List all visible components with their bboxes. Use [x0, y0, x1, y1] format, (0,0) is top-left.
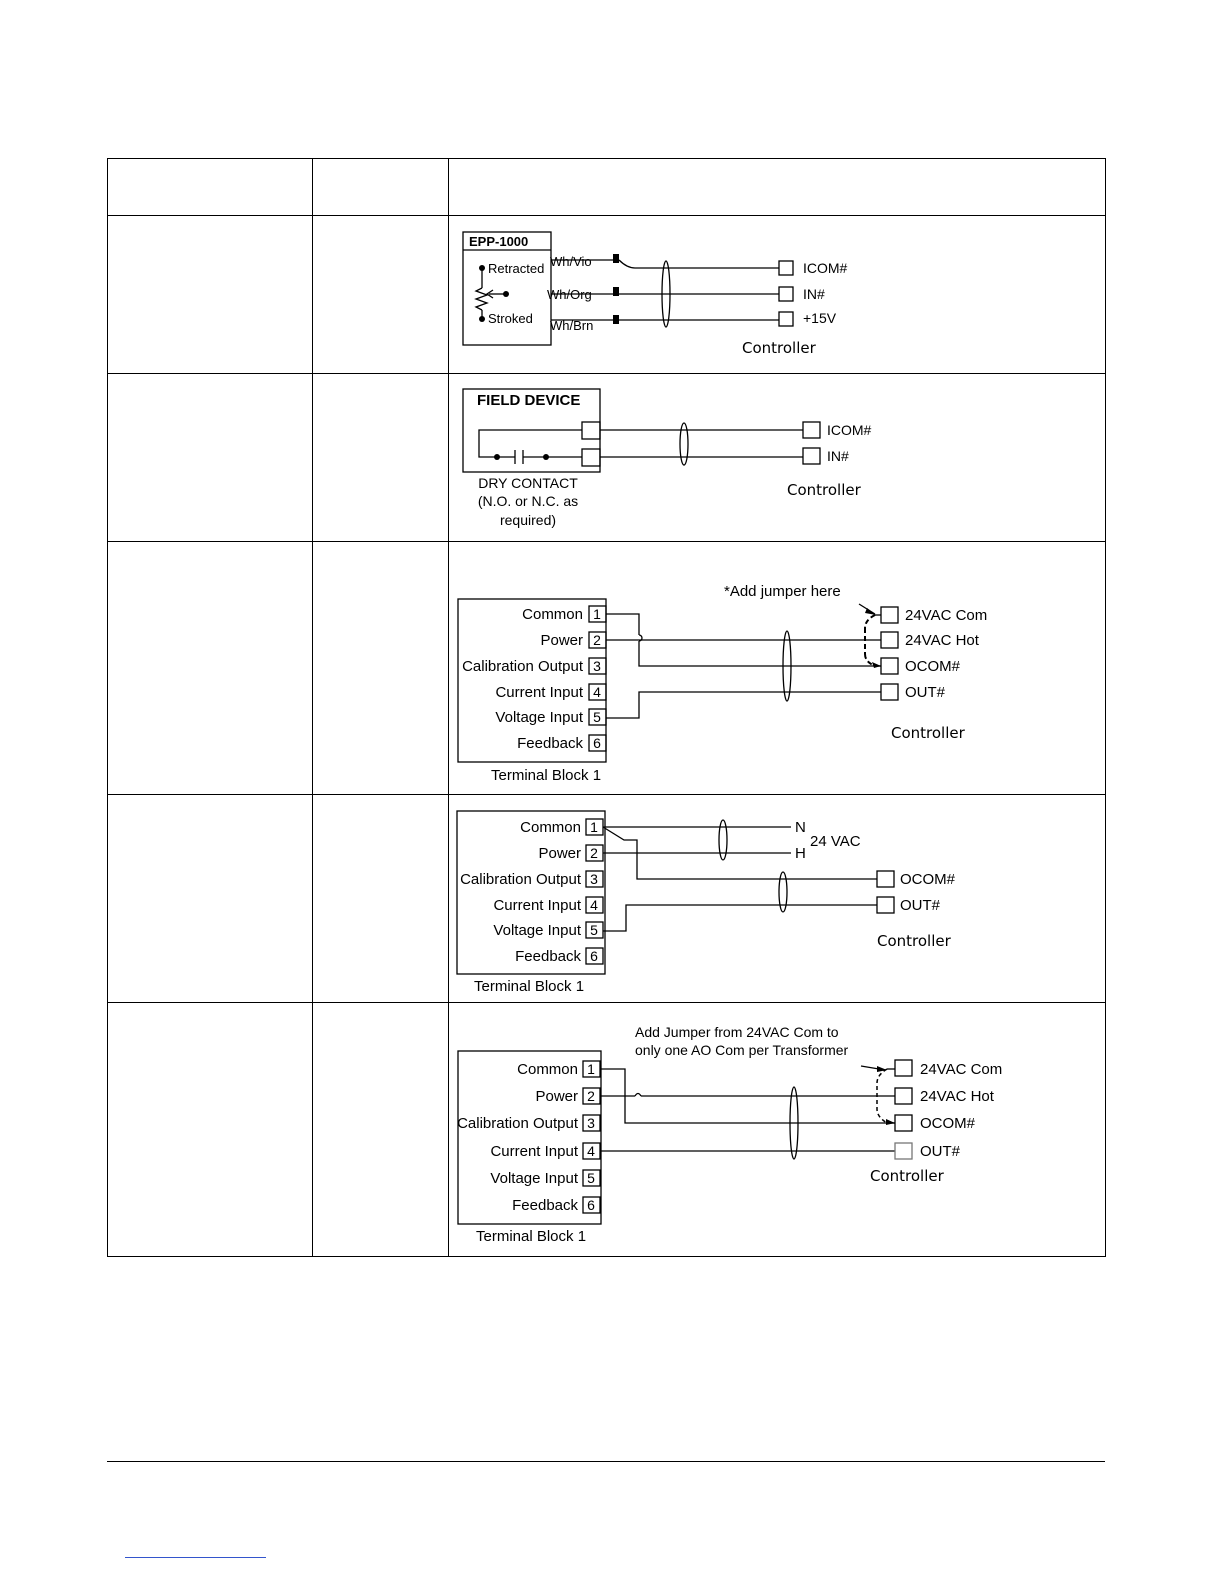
terminal-label: OUT# [900, 897, 941, 914]
row-cell [108, 795, 313, 1003]
terminal-label: IN# [803, 286, 825, 302]
diagram-cell [449, 1003, 1106, 1257]
table-row [108, 795, 1106, 1003]
table-row [108, 216, 1106, 374]
block-number: 3 [593, 658, 601, 674]
table-row [108, 374, 1106, 542]
header-cell [449, 159, 1106, 216]
terminal-label: OCOM# [905, 658, 961, 675]
terminal-label: 24VAC Hot [920, 1088, 994, 1105]
row-cell [108, 542, 313, 795]
wire-label: Wh/Org [547, 287, 592, 302]
device-label: FIELD DEVICE [477, 392, 581, 409]
block-label: Voltage Input [493, 922, 581, 939]
block-label: Power [538, 845, 581, 862]
block-number: 6 [587, 1197, 595, 1213]
controller-label: Controller [742, 339, 816, 357]
block-label: Common [522, 606, 583, 623]
supply-h-label: H [795, 845, 806, 862]
block-number: 1 [593, 606, 601, 622]
block-number: 5 [587, 1170, 595, 1186]
block-label: Current Input [490, 1143, 578, 1160]
block-number: 6 [593, 735, 601, 751]
supply-n-label: N [795, 819, 806, 836]
block-number: 2 [587, 1088, 595, 1104]
block-label: Power [535, 1088, 578, 1105]
block-label: Current Input [495, 684, 583, 701]
row-cell [108, 1003, 313, 1257]
jumper-note-line: only one AO Com per Transformer [635, 1042, 849, 1058]
row-cell [108, 374, 313, 542]
terminal-label: ICOM# [803, 260, 848, 276]
contact-label: DRY CONTACT [478, 475, 578, 491]
jumper-note: *Add jumper here [724, 583, 841, 600]
block-label: Calibration Output [462, 658, 583, 675]
footer-link-underline [125, 1557, 266, 1558]
block-number: 3 [590, 871, 598, 887]
stroked-label: Stroked [488, 311, 533, 326]
block-label: Common [517, 1061, 578, 1078]
block-number: 2 [590, 845, 598, 861]
wire-label: Wh/Brn [550, 318, 594, 333]
diagram-cell [449, 542, 1106, 795]
block-number: 6 [590, 948, 598, 964]
retracted-label: Retracted [488, 261, 545, 276]
block-label: Feedback [517, 735, 583, 752]
block-label: Feedback [512, 1197, 578, 1214]
contact-label: required) [499, 512, 557, 528]
controller-label: Controller [891, 724, 965, 742]
table-row [108, 542, 1106, 795]
row-cell [313, 542, 449, 795]
terminal-label: OUT# [905, 684, 946, 701]
terminal-label: +15V [803, 310, 837, 326]
block-number: 4 [590, 897, 598, 913]
block-label: Feedback [515, 948, 581, 965]
block-number: 5 [590, 922, 598, 938]
row-cell [313, 795, 449, 1003]
jumper-note-line: Add Jumper from 24VAC Com to [635, 1024, 839, 1040]
block-number: 4 [587, 1143, 595, 1159]
block-number: 5 [593, 709, 601, 725]
contact-label: (N.O. or N.C. as [477, 493, 579, 509]
block-label: Voltage Input [490, 1170, 578, 1187]
block-title: Terminal Block 1 [476, 1228, 587, 1245]
block-title: Terminal Block 1 [474, 978, 585, 995]
table-row [108, 1003, 1106, 1257]
device-label: EPP-1000 [469, 234, 529, 249]
table-header-row [108, 159, 1106, 216]
row-cell [313, 216, 449, 374]
block-label: Calibration Output [457, 1115, 578, 1132]
row-cell [313, 1003, 449, 1257]
diagram-cell [449, 374, 1106, 542]
actuator-supply-diagram [449, 795, 1104, 1001]
footer-divider [107, 1461, 1105, 1462]
block-number: 2 [593, 632, 601, 648]
row-cell [108, 216, 313, 374]
block-label: Common [520, 819, 581, 836]
wire-label: Wh/Vio [550, 254, 592, 269]
terminal-label: OCOM# [900, 871, 956, 888]
actuator-jumper-diagram [449, 542, 1104, 793]
actuator-ao-diagram [449, 1003, 1104, 1255]
block-label: Current Input [493, 897, 581, 914]
block-number: 3 [587, 1115, 595, 1131]
controller-label: Controller [870, 1167, 944, 1185]
wiring-table [107, 158, 1106, 1257]
block-number: 4 [593, 684, 601, 700]
epp-wiring-diagram [449, 216, 1104, 372]
header-cell [108, 159, 313, 216]
supply-voltage-label: 24 VAC [810, 833, 861, 850]
block-title: Terminal Block 1 [491, 767, 602, 784]
diagram-cell [449, 795, 1106, 1003]
controller-label: Controller [787, 481, 861, 499]
block-number: 1 [587, 1061, 595, 1077]
terminal-label: 24VAC Hot [905, 632, 979, 649]
terminal-label: 24VAC Com [905, 607, 988, 624]
controller-label: Controller [877, 932, 951, 950]
terminal-label: 24VAC Com [920, 1061, 1003, 1078]
diagram-cell [449, 216, 1106, 374]
header-cell [313, 159, 449, 216]
block-label: Power [540, 632, 583, 649]
terminal-label: ICOM# [827, 422, 872, 438]
block-label: Calibration Output [460, 871, 581, 888]
field-device-diagram [449, 374, 1104, 540]
block-number: 1 [590, 819, 598, 835]
row-cell [313, 374, 449, 542]
terminal-label: IN# [827, 448, 849, 464]
terminal-label: OCOM# [920, 1115, 976, 1132]
terminal-label: OUT# [920, 1143, 961, 1160]
block-label: Voltage Input [495, 709, 583, 726]
